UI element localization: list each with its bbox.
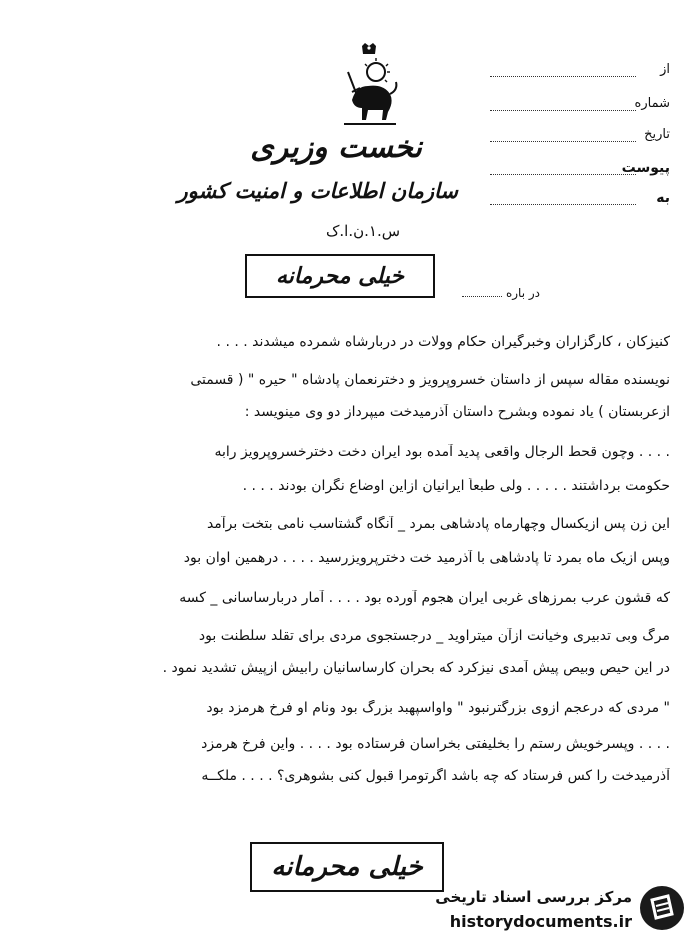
body-line-2: نویسنده مقاله سپس از داستان خسروپرویز و دخترنعمان پادشاه " حیره " ( قسمتی <box>190 372 670 388</box>
date-field <box>480 127 670 147</box>
number-field <box>480 96 670 116</box>
body-line-4: . . . . وچون قحط الرجال واقعی پدید آمده بود ایران دخت دخترخسروپرویز رابه <box>214 444 670 460</box>
body-line-7: وپس ازیک ماه بمرد تا پادشاهی با آذرمید خت دخترپرویزرسید . . . . درهمین اوان بود <box>183 550 670 566</box>
letterhead-title: نخست وزیری <box>250 130 422 165</box>
to-label: به <box>656 190 670 206</box>
regarding-label: در باره <box>505 286 540 300</box>
number-label: شماره <box>634 96 670 111</box>
regarding-field <box>450 286 540 300</box>
to-field <box>480 190 670 210</box>
body-line-1: کنیزکان ، کارگزاران وخبرگیران حکام وولات در دربارشاه شمرده میشدند . . . . <box>216 334 670 350</box>
body-line-3: ازعربستان ) یاد نموده وبشرح داستان آذرمیدخت میپرداز دو وی مینویسد : <box>244 404 670 420</box>
attachment-line <box>490 174 636 175</box>
body-line-5: حکومت برداشتند . . . . . ولی طبعاً ایرانیان ازاین اوضاع نگران بودند . . . . <box>242 478 670 494</box>
body-line-6: این زن پس ازیکسال وچهارماه پادشاهی بمرد _ آنگاه گشتاسب نامی بتخت برآمد <box>206 516 670 532</box>
body-line-12: . . . . وپسرخویش رستم را بخلیفتی بخراسان فرستاده بود . . . . واین فرخ هرمزد <box>201 736 670 752</box>
body-line-9: مرگ وبی تدبیری وخیانت ازآن میتراوید _ درجستجوی مردی برای تقلد سلطنت بود <box>198 628 670 644</box>
attachment-label: پیوست <box>621 160 670 176</box>
watermark-url: historydocuments.ir <box>449 912 632 931</box>
regarding-line <box>462 296 502 297</box>
body-line-8: که قشون عرب بمرزهای غربی ایران هجوم آورده بود . . . . آمار دربارساسانی _ کسه <box>179 590 670 606</box>
letterhead-organization: سازمان اطلاعات و امنیت کشور <box>177 178 458 203</box>
date-label: تاریخ <box>644 127 670 142</box>
from-line <box>490 76 636 77</box>
from-field <box>480 62 670 82</box>
date-line <box>490 141 636 142</box>
classification-stamp-top: خیلی محرمانه <box>245 254 435 298</box>
classification-stamp-bottom: خیلی محرمانه <box>250 842 444 892</box>
body-line-11: " مردی که درعجم ازوی بزرگترنبود " واواسپهبد بزرگ بود ونام او فرخ هرمزد بود <box>206 700 670 716</box>
body-line-13: آذرمیدخت را کس فرستاد که چه باشد اگرتومرا قبول کنی بشوهری؟ . . . . ملکــه <box>201 768 670 784</box>
attachment-field <box>480 160 670 180</box>
lion-and-sun-emblem <box>338 42 400 132</box>
watermark-text: مرکز بررسی اسناد تاریخی <box>435 888 632 906</box>
from-label: از <box>660 62 670 77</box>
body-line-10: در این حیص وبیص پیش آمدی نیزکرد که بحران کارساسانیان رابیش ازپیش تشدید نمود . <box>162 660 670 676</box>
to-line <box>490 204 636 205</box>
number-line <box>490 110 636 111</box>
archive-logo-icon <box>638 884 686 932</box>
document-code: س.۱.ن.ا.ک <box>325 222 401 240</box>
